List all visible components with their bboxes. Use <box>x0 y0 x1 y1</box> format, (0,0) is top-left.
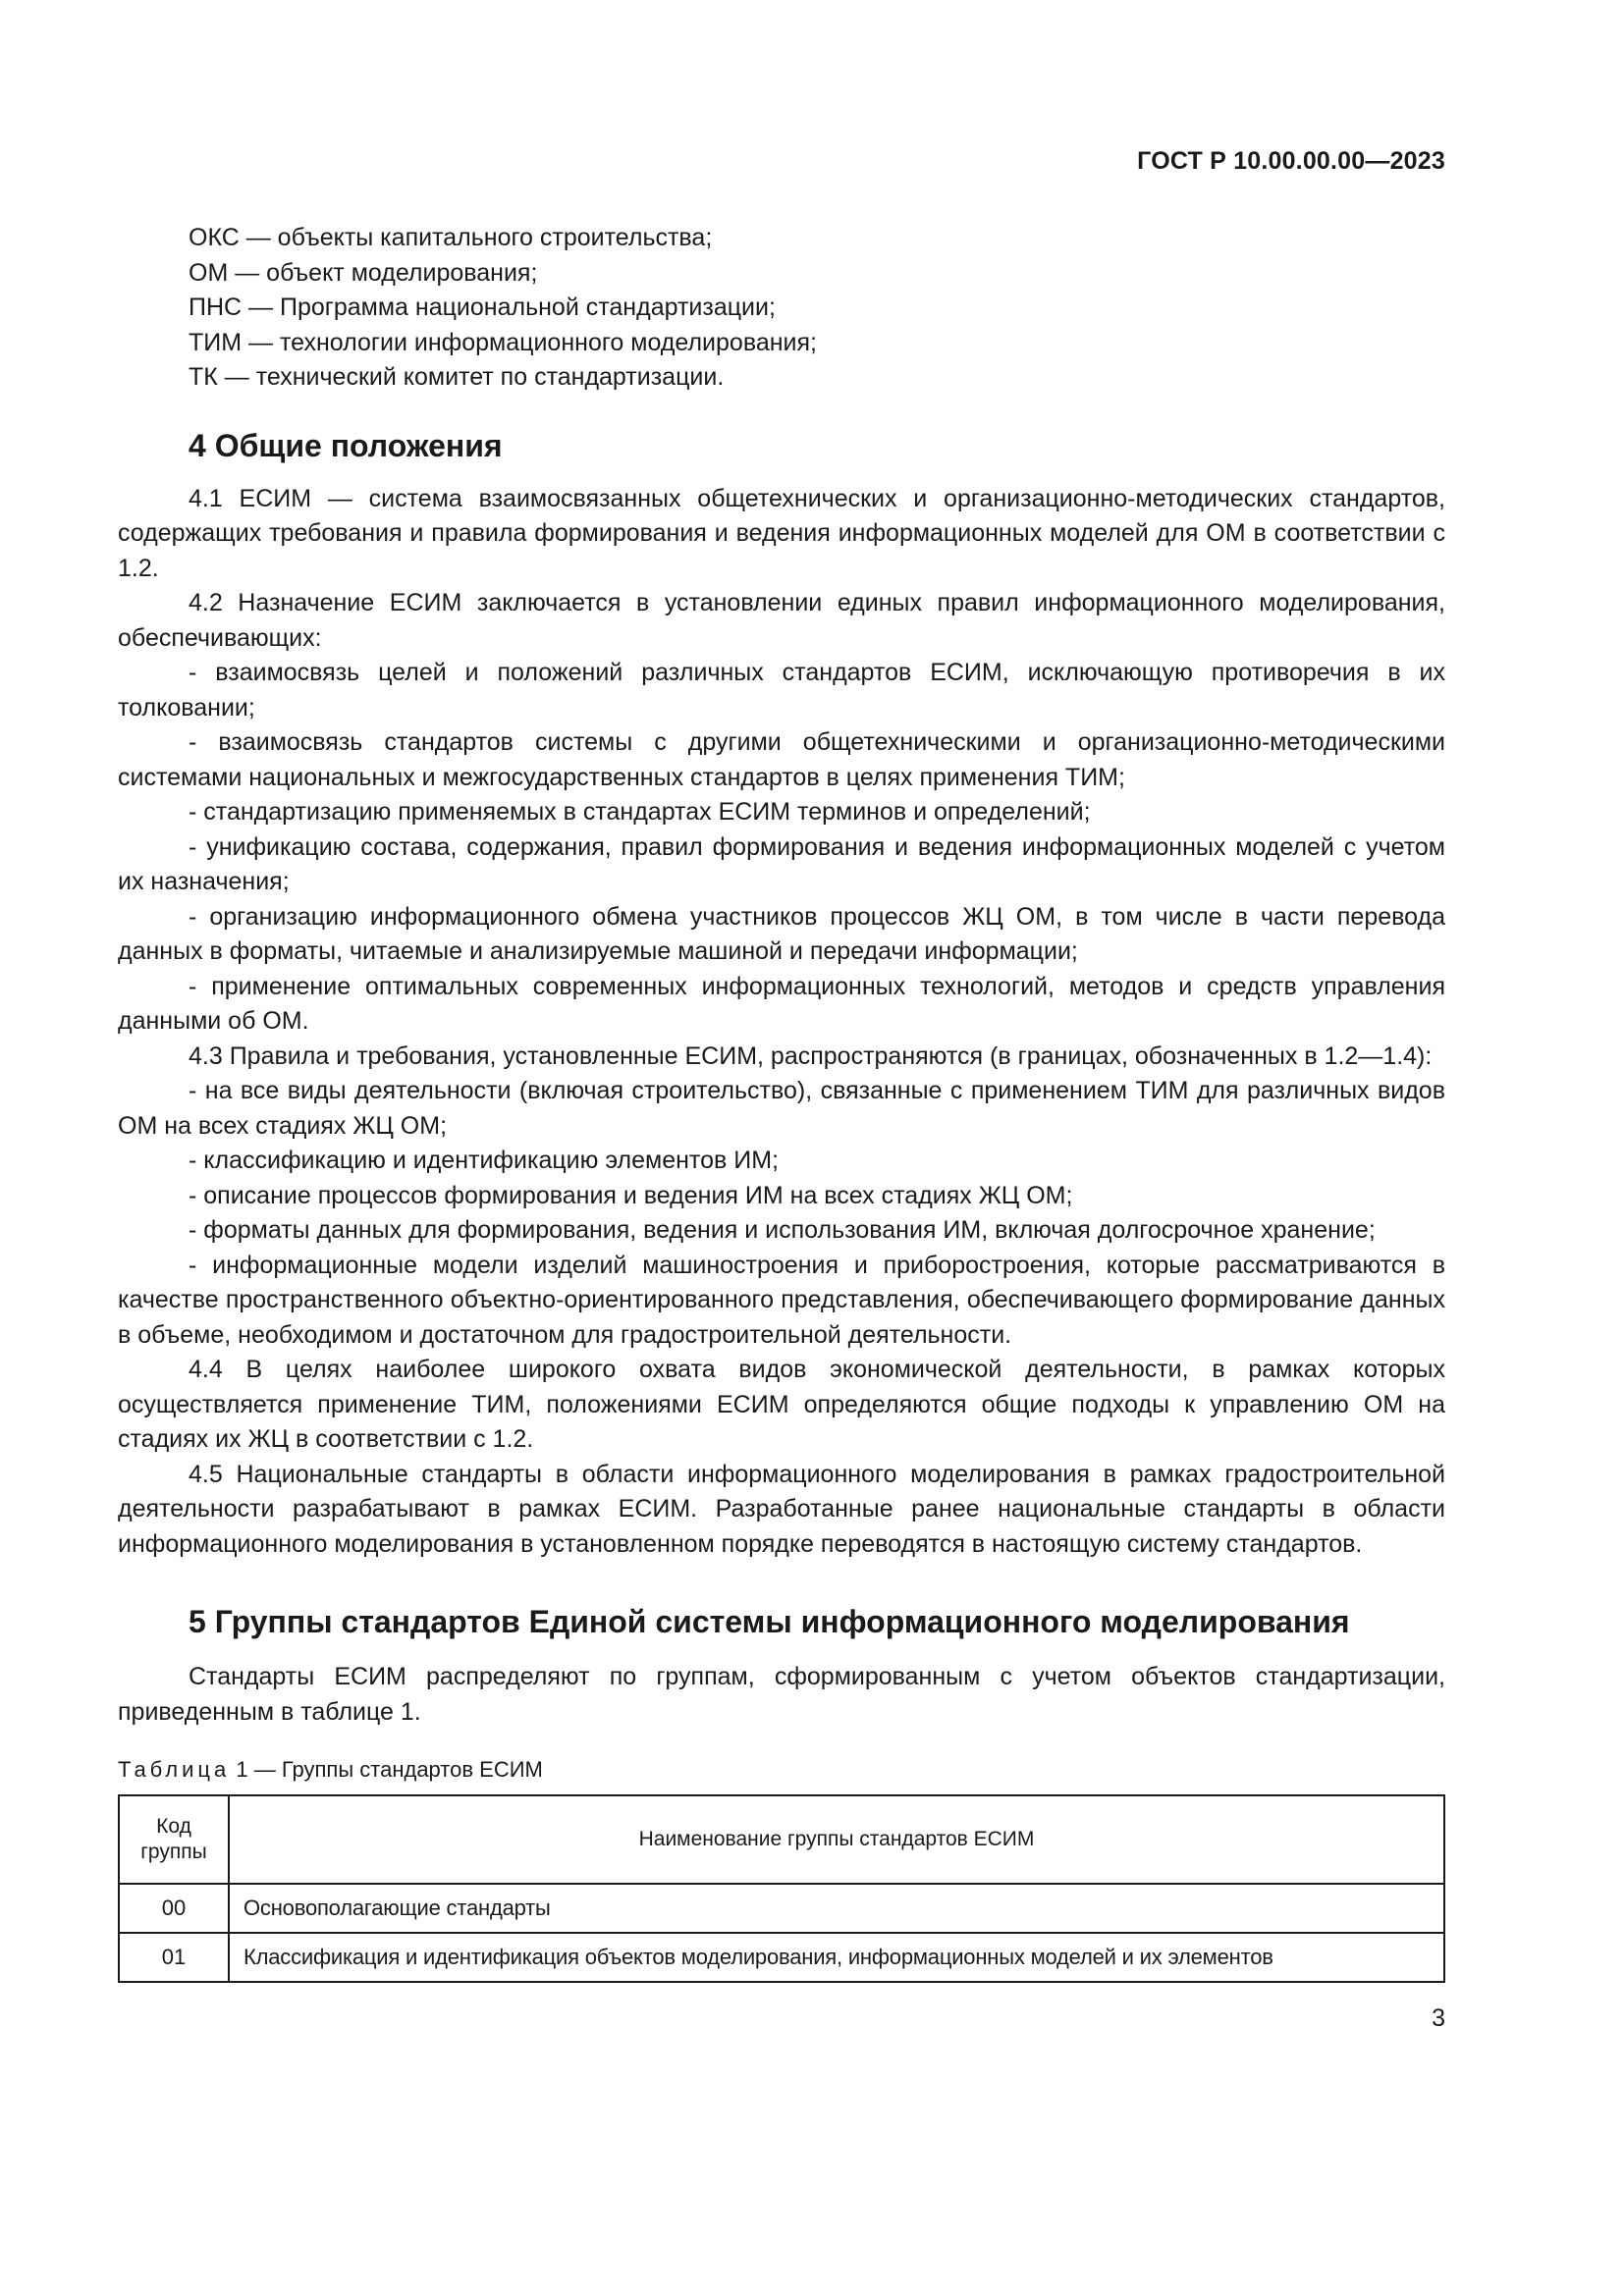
list-item: - применение оптимальных современных информационных технологий, методов и средств управления данными об ОМ. <box>118 972 1445 1035</box>
header-name: Наименование группы стандартов ЕСИМ <box>229 1795 1444 1884</box>
list-item: - стандартизацию применяемых в стандартах ЕСИМ терминов и определений; <box>189 798 1091 826</box>
list-item: - описание процессов формирования и ведения ИМ на всех стадиях ЖЦ ОМ; <box>189 1181 1073 1209</box>
table-row <box>119 1933 1444 1982</box>
abbreviation-item: ТК — технический комитет по стандартизации. <box>189 363 725 391</box>
paragraph-4-4: 4.4 В целях наиболее широкого охвата видов экономической деятельности, в рамках которых осуществляется применение ТИМ, положениями ЕСИМ определяются общие подходы к управлению ОМ на стадиях их ЖЦ в соответствии с 1.2. <box>118 1356 1445 1453</box>
standards-groups-table <box>118 1794 1445 1983</box>
list-item: - взаимосвязь целей и положений различных стандартов ЕСИМ, исключающую противоречия в их толковании; <box>118 659 1445 721</box>
document-code-header: ГОСТ Р 10.00.00.00—2023 <box>1137 147 1445 175</box>
list-item: - организацию информационного обмена участников процессов ЖЦ ОМ, в том числе в части перевода данных в форматы, читаемые и анализируемые машиной и передачи информации; <box>118 902 1445 965</box>
abbreviation-item: ТИМ — технологии информационного моделирования; <box>189 328 817 356</box>
page-number: 3 <box>1432 2004 1445 2032</box>
table-caption-prefix: Таблица <box>118 1757 231 1782</box>
list-item: - унификацию состава, содержания, правил формирования и ведения информационных моделей с учетом их назначения; <box>118 832 1445 895</box>
abbreviation-item: ОКС — объекты капитального строительства; <box>189 224 713 251</box>
cell-name: Основополагающие стандарты <box>229 1884 1444 1933</box>
abbreviation-item: ОМ — объект моделирования; <box>189 258 538 287</box>
table-row <box>119 1884 1444 1933</box>
page-content <box>118 221 1445 1983</box>
section-5-paragraph: Стандарты ЕСИМ распределяют по группам, сформированным с учетом объектов стандартизации, приведенным в таблице 1. <box>118 1663 1445 1726</box>
header-code: Код группы <box>119 1795 229 1884</box>
list-item: - информационные модели изделий машиностроения и приборостроения, которые рассматриваются в качестве пространственного объектно-ориентированного представления, обеспечивающего формирование данных в объеме, необходимом и достаточном для градостроительной деятельности. <box>118 1251 1445 1349</box>
table-caption-text: 1 — Группы стандартов ЕСИМ <box>236 1757 543 1782</box>
cell-code: 01 <box>119 1933 229 1982</box>
list-item: - форматы данных для формирования, ведения и использования ИМ, включая долгосрочное хранение; <box>189 1216 1376 1244</box>
section-4-body <box>118 482 1445 1563</box>
list-item: - классификацию и идентификацию элементов ИМ; <box>189 1147 779 1174</box>
section-5-heading: 5 Группы стандартов Единой системы информационного моделирования <box>189 1604 1350 1639</box>
paragraph-4-5: 4.5 Национальные стандарты в области информационного моделирования в рамках градостроительной деятельности разрабатывают в рамках ЕСИМ. Разработанные ранее национальные стандарты в области информационного моделирования в установленном порядке переводятся в настоящую систему стандартов. <box>118 1460 1445 1558</box>
table-header-row <box>119 1795 1444 1884</box>
cell-name: Классификация и идентификация объектов моделирования, информационных моделей и их элементов <box>229 1933 1444 1982</box>
cell-code: 00 <box>119 1884 229 1933</box>
paragraph-4-3: 4.3 Правила и требования, установленные ЕСИМ, распространяются (в границах, обозначенных в 1.2—1.4): <box>189 1041 1433 1070</box>
abbreviation-item: ПНС — Программа национальной стандартизации; <box>189 294 776 321</box>
table-caption <box>118 1755 1445 1785</box>
list-item: - на все виды деятельности (включая строительство), связанные с применением ТИМ для различных видов ОМ на всех стадиях ЖЦ ОМ; <box>118 1077 1445 1140</box>
section-4-heading: 4 Общие положения <box>189 427 503 463</box>
paragraph-4-2: 4.2 Назначение ЕСИМ заключается в установлении единых правил информационного моделирования, обеспечивающих: <box>118 589 1445 652</box>
list-item: - взаимосвязь стандартов системы с другими общетехническими и организационно-методическими системами национальных и межгосударственных стандартов в целях применения ТИМ; <box>118 728 1445 791</box>
abbreviation-list <box>118 221 1445 396</box>
paragraph-4-1: 4.1 ЕСИМ — система взаимосвязанных общетехнических и организационно-методических стандартов, содержащих требования и правила формирования и ведения информационных моделей для ОМ в соответствии с 1.2. <box>118 484 1445 582</box>
